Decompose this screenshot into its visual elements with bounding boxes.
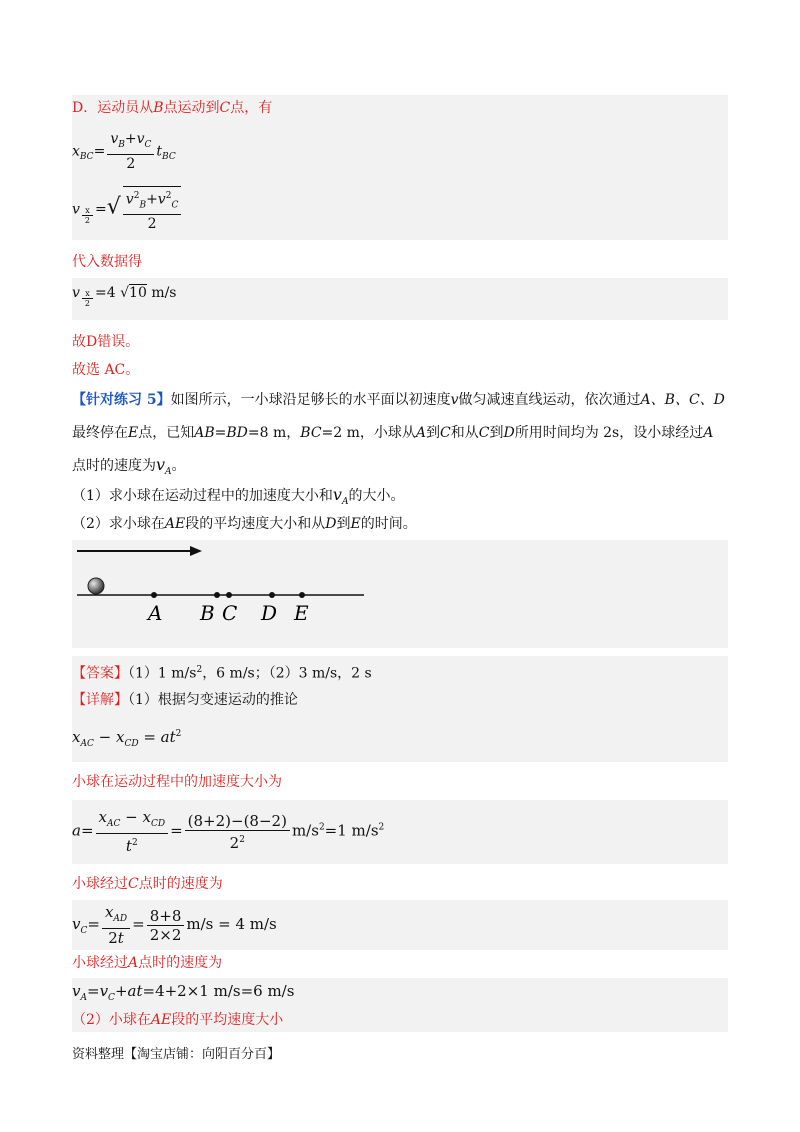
problem-line-1: 【针对练习 5】如图所示，一小球沿足够长的水平面以初速度v做匀减速直线运动，依次通过A、B、C、D [72, 392, 725, 408]
vc-label: 小球经过C点时的速度为 [72, 876, 223, 892]
point-a-dot [151, 592, 157, 598]
va-label: 小球经过A点时的速度为 [72, 955, 223, 971]
answer-line: 【答案】（1）1 $m/s^2$，6 m/s；（2）3 m/s，2 s [72, 665, 372, 682]
equation-va: $v_A=v_C+at=4+2\times 1$ m/s=6 m/s [72, 982, 295, 1003]
point-e-dot [299, 592, 305, 598]
motion-figure [72, 540, 372, 640]
equation-vc: $v_C=$ $\frac{x_{AD}}{2t}$ = $\frac{8+8}{2\times 2}$ m/s = 4 m/s [72, 903, 277, 947]
problem-line-2: 最终停在E点，已知AB=BD=8 m，BC=2 m，小球从A到C和从C到D所用时间均为 2s，设小球经过A [72, 425, 714, 441]
question-2: （2）求小球在AE段的平均速度大小和从D到E的时间。 [72, 516, 417, 532]
equation-v-mid: v $_{\frac{x}{2}}$ =√ $\frac{v^2_B+v^2_C}{2}$ [72, 186, 183, 233]
equation-accel: a= $\frac{x_{AC} - x_{CD}}{t^2}$ = $\frac{(8+2)-(8-2)}{2^2}$ $m/s^2=1$ $m/s^2$ [72, 808, 385, 855]
accel-label: 小球在运动过程中的加速度大小为 [72, 774, 282, 790]
footer-text: 资料整理【淘宝店铺：向阳百分百】 [72, 1047, 281, 1062]
label-d: D [261, 601, 278, 625]
q2-label: （2）小球在AE段的平均速度大小 [72, 1012, 284, 1028]
point-b-dot [214, 592, 220, 598]
velocity-arrow-head [190, 546, 202, 556]
d-wrong: 故D错误。 [72, 334, 140, 350]
point-c-dot [226, 592, 232, 598]
equation-xac-xcd: $x_{AC} - x_{CD} = at^2$ [72, 728, 182, 749]
point-d-dot [269, 592, 275, 598]
equation-xbc: $x_{BC}=$ $\frac{v_B+v_C}{2}$ $t_{BC}$ [72, 131, 176, 172]
label-c: C [222, 601, 238, 625]
detail-line: 【详解】（1）根据匀变速运动的推论 [72, 692, 298, 708]
label-b: B [200, 601, 215, 625]
choose-ac: 故选 AC。 [72, 362, 140, 378]
problem-line-3: 点时的速度为$v_A$。 [72, 455, 186, 477]
label-e: E [294, 601, 309, 625]
question-1: （1）求小球在运动过程中的加速度大小和$v_A$的大小。 [72, 485, 405, 507]
ball [88, 578, 104, 594]
substitute-label: 代入数据得 [72, 254, 142, 270]
label-a: A [148, 601, 163, 625]
equation-v-mid-result: v $_{\frac{x}{2}}$ =4 √10 m/s [72, 285, 177, 308]
option-d-line: D．运动员从B点运动到C点，有 [72, 100, 273, 116]
